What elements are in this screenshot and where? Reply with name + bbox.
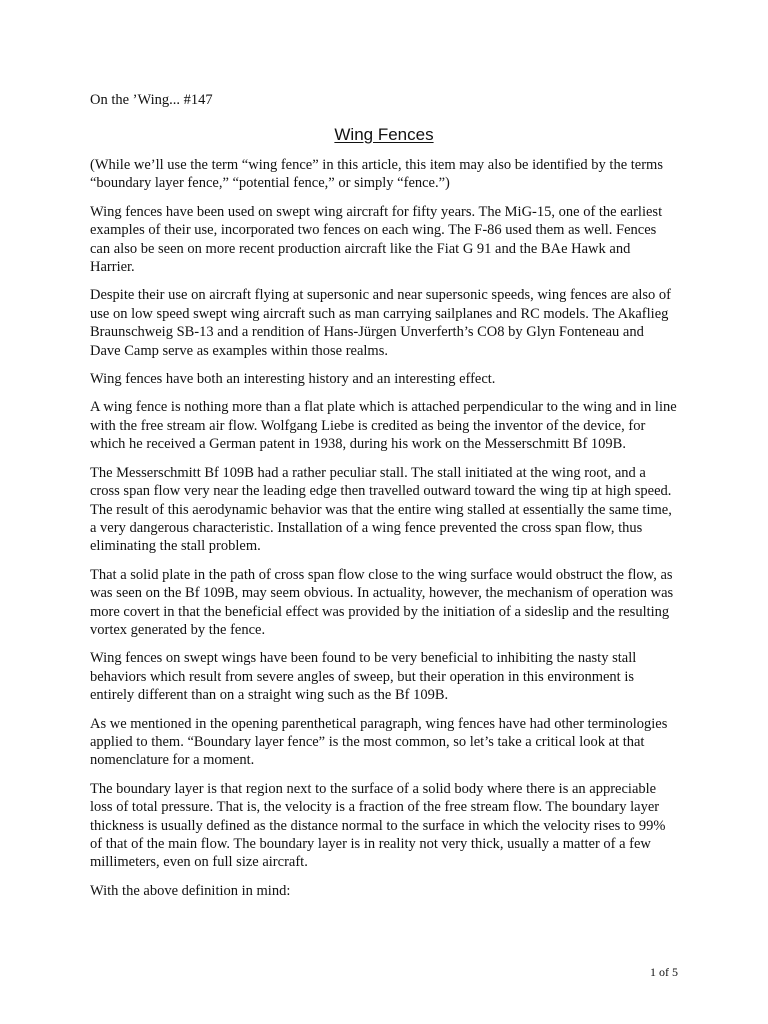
paragraph-interest: Wing fences have both an interesting history and an interesting effect. bbox=[90, 371, 496, 388]
paragraph-boundary-layer: The boundary layer is that region next to the surface of a solid body where there is an appreciable loss of total pressure. That is, the velocity is a fraction of the free stream flow. The boundary layer thickness is usually defined as the distance normal to the surface in which the velocity rises to 99% of that of the main flow. The boundary layer is in reality not very thick, usually a matter of a few millimeters, even on full size aircraft. bbox=[90, 780, 666, 871]
article-title: Wing Fences bbox=[334, 125, 434, 144]
paragraph-low-speed: Despite their use on aircraft flying at supersonic and near supersonic speeds, wing fences are also of use on low speed swept wing aircraft such as man carrying sailplanes and RC models. The Akaflieg Braunschweig SB-13 and a rendition of Hans-Jürgen Unverferth’s CO8 by Glyn Fonteneau and Dave Camp serve as examples within those realms. bbox=[90, 287, 672, 359]
page-number: 1 of 5 bbox=[650, 965, 678, 979]
paragraph-terminology: As we mentioned in the opening parenthetical paragraph, wing fences have had other terminologies applied to them. “Boundary layer fence” is the most common, so let’s take a critical look at that nomenclature for a moment. bbox=[90, 715, 668, 769]
paragraph-definition-in-mind: With the above definition in mind: bbox=[90, 882, 291, 899]
paragraph-history: Wing fences have been used on swept wing aircraft for fifty years. The MiG-15, one of the earliest examples of their use, incorporated two fences on each wing. The F-86 used them as well. Fences can also be seen on more recent production aircraft like the Fiat G 91 and the BAe Hawk and Harrier. bbox=[90, 203, 663, 276]
paragraph-swept-wings: Wing fences on swept wings have been found to be very beneficial to inhibiting the nasty stall behaviors which result from severe angles of sweep, but their operation in this environment is entirely different than on a straight wing such as the Bf 109B. bbox=[90, 650, 637, 704]
paragraph-intro: (While we’ll use the term “wing fence” in this article, this item may also be identified by the terms “boundary layer fence,” “potential fence,” or simply “fence.”) bbox=[90, 157, 663, 192]
paragraph-mechanism: That a solid plate in the path of cross span flow close to the wing surface would obstruct the flow, as was seen on the Bf 109B, may seem obvious. In actuality, however, the mechanism of operation was more covert in that the beneficial effect was provided by the initiation of a sideslip and the resulting vortex generated by the fence. bbox=[90, 566, 674, 638]
series-header: On the ’Wing... #147 bbox=[90, 92, 213, 108]
paragraph-bf109b-stall: The Messerschmitt Bf 109B had a rather peculiar stall. The stall initiated at the wing root, and a cross span flow very near the leading edge then travelled outward toward the wing tip at high speed. The result of this aerodynamic behavior was that the entire wing stalled at essentially the same time, a very dangerous characteristic. Installation of a wing fence prevented the cross span flow, thus eliminating the stall problem. bbox=[90, 464, 672, 555]
paragraph-definition: A wing fence is nothing more than a flat plate which is attached perpendicular to the wing and in line with the free stream air flow. Wolfgang Liebe is credited as being the inventor of the device, for which he received a German patent in 1938, during his work on the Messerschmitt Bf 109B. bbox=[90, 399, 677, 453]
